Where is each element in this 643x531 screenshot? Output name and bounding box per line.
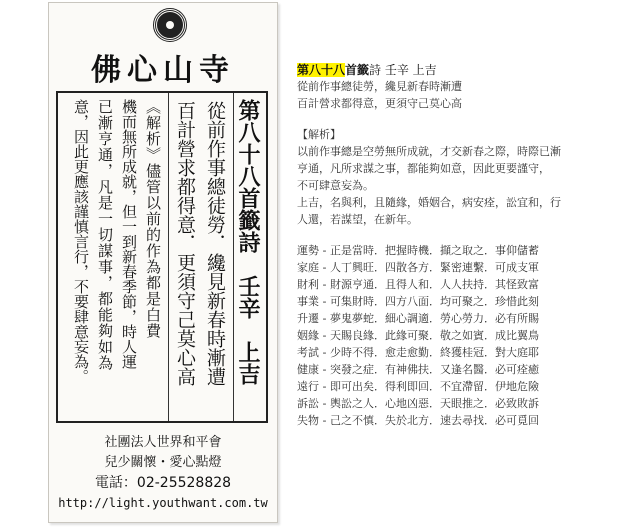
analysis-line: 以前作事總是空勞無所成就，才交新春之際，時際已漸 — [297, 145, 561, 158]
slip-poem-column-2: 百計營求都得意．更須守己莫心高 — [174, 101, 196, 386]
fortune-title-highlight: 第八十八 — [297, 63, 346, 77]
org-slogan: 兒少關懷・愛心點燈 — [104, 455, 222, 470]
analysis-line: 上吉，名與利，且隨緣，婚姻合，病安痊，訟宜和，行 — [297, 196, 561, 209]
detail-row-exam: 考試 - 少時不得．愈走愈勤．終獲桂冠．對大庭耶 — [297, 346, 539, 359]
detail-row-wealth: 財利 - 財源亨通．且得人和．人人扶持．其怪致富 — [297, 278, 539, 291]
fortune-slip — [48, 2, 278, 523]
detail-row-promotion: 升遷 - 夢鬼夢蛇．細心調適．勞心勞力．必有所賜 — [297, 312, 539, 325]
fortune-title — [297, 62, 627, 78]
detail-row-travel: 遠行 - 即可出矣．得利即回．不宜滯留．伊地危險 — [297, 380, 539, 393]
slip-poem-column-1: 從前作事總徒勞．纔見新春時漸遭 — [204, 101, 226, 386]
slip-footer — [49, 433, 277, 513]
poem-line-1: 從前作事總徒勞，纔見新春時漸遭 — [297, 80, 462, 93]
detail-row-fortune: 運勢 - 正是當時．把握時機．擷之取之．事仰儲蓄 — [297, 244, 539, 257]
slip-explanation-column-2: 機而無所成就，但一到新春季節，時人運 — [120, 99, 138, 369]
detail-row-lost-item: 失物 - 己之不慎．失於北方．速去尋找．必可覓回 — [297, 414, 539, 427]
detail-row-health: 健康 - 突發之症．有神佛扶．又逢名醫．必可痊癒 — [297, 363, 539, 376]
detail-row-lawsuit: 訴訟 - 輿訟之人．心地凶惡．天眼推之．必致敗訴 — [297, 397, 539, 410]
fortune-title-rest: 詩 壬辛 上吉 — [369, 63, 437, 77]
column-divider — [168, 93, 169, 421]
analysis-line: 亨通，凡所求謀之事，都能夠如意，因此更要謹守， — [297, 162, 550, 175]
org-website-link[interactable]: http://light.youthwant.com.tw — [58, 496, 268, 510]
slip-explanation-column-1: 《解析》儘管以前的作為都是白費 — [144, 99, 162, 339]
fortune-text-panel — [297, 62, 627, 429]
slip-title-column: 第八十八首籤詩 壬辛 上吉 — [235, 99, 261, 385]
fortune-title-bold: 首籤 — [345, 63, 370, 77]
detail-row-career: 事業 - 可集財時．四方八面．均可聚之．珍惜此刻 — [297, 295, 539, 308]
analysis-header: 【解析】 — [297, 128, 341, 141]
analysis-line: 不可肆意妄為。 — [297, 179, 374, 192]
temple-name: 佛心山寺 — [91, 53, 235, 88]
slip-explanation-column-3: 已漸亨通，凡是一切謀事，都能夠如為 — [96, 99, 114, 371]
org-phone: 電話：02-25528828 — [94, 475, 232, 491]
detail-row-marriage: 姻緣 - 天賜良緣．此緣可聚．敬之如賓．成比翼鳥 — [297, 329, 539, 342]
slip-text-frame — [56, 91, 268, 423]
temple-emblem-icon — [154, 9, 186, 41]
org-name: 社團法人世界和平會 — [104, 435, 222, 450]
column-divider — [233, 93, 234, 421]
poem-line-2: 百計營求都得意，更須守己莫心高 — [297, 97, 462, 110]
detail-row-family: 家庭 - 人丁興旺．四散各方．緊密連繫．可成支軍 — [297, 261, 539, 274]
slip-explanation-column-4: 意，因此更應該謹慎言行，不要肆意妄為。 — [72, 99, 90, 384]
analysis-line: 人還，若謀望，在新年。 — [297, 213, 418, 226]
